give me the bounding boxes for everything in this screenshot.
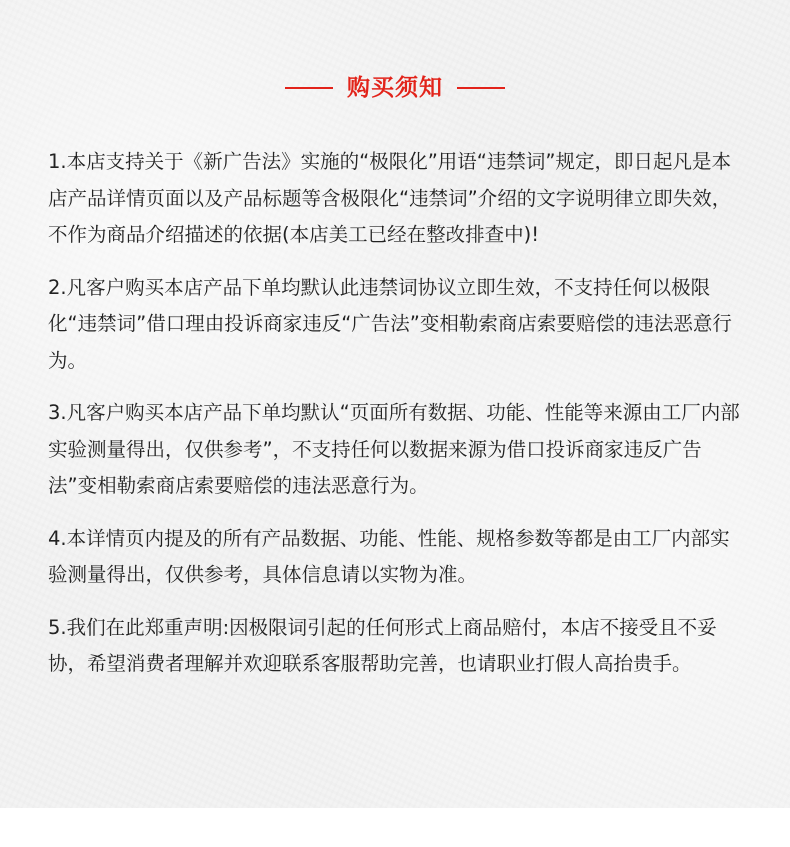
notice-paragraph-3: 3.凡客户购买本店产品下单均默认“页面所有数据、功能、性能等来源由工厂内部实验测量得出，仅供参考”，不支持任何以数据来源为借口投诉商家违反广告法”变相勒索商店索要赔偿的违法恶意行为。 [48, 401, 740, 497]
notice-body [48, 144, 748, 699]
bottom-margin [0, 808, 790, 847]
notice-paragraph-1: 1.本店支持关于《新广告法》实施的“极限化”用语“违禁词”规定，即日起凡是本店产品详情页面以及产品标题等含极限化“违禁词”介绍的文字说明律立即失效，不作为商品介绍描述的依据(本店美工已经在整改排查中)! [48, 150, 732, 246]
notice-paragraph-5: 5.我们在此郑重声明:因极限词引起的任何形式上商品赔付，本店不接受且不妥协，希望消费者理解并欢迎联系客服帮助完善，也请职业打假人高抬贵手。 [48, 615, 717, 675]
notice-paragraph-4: 4.本详情页内提及的所有产品数据、功能、性能、规格参数等都是由工厂内部实验测量得出，仅供参考，具体信息请以实物为准。 [48, 526, 730, 586]
notice-title: 购买须知 [347, 75, 443, 101]
notice-header [0, 70, 790, 106]
title-right-dash [457, 87, 505, 89]
title-left-dash [285, 87, 333, 89]
notice-paragraph-2: 2.凡客户购买本店产品下单均默认此违禁词协议立即生效，不支持任何以极限化“违禁词”借口理由投诉商家违反“广告法”变相勒索商店索要赔偿的违法恶意行为。 [48, 275, 732, 372]
